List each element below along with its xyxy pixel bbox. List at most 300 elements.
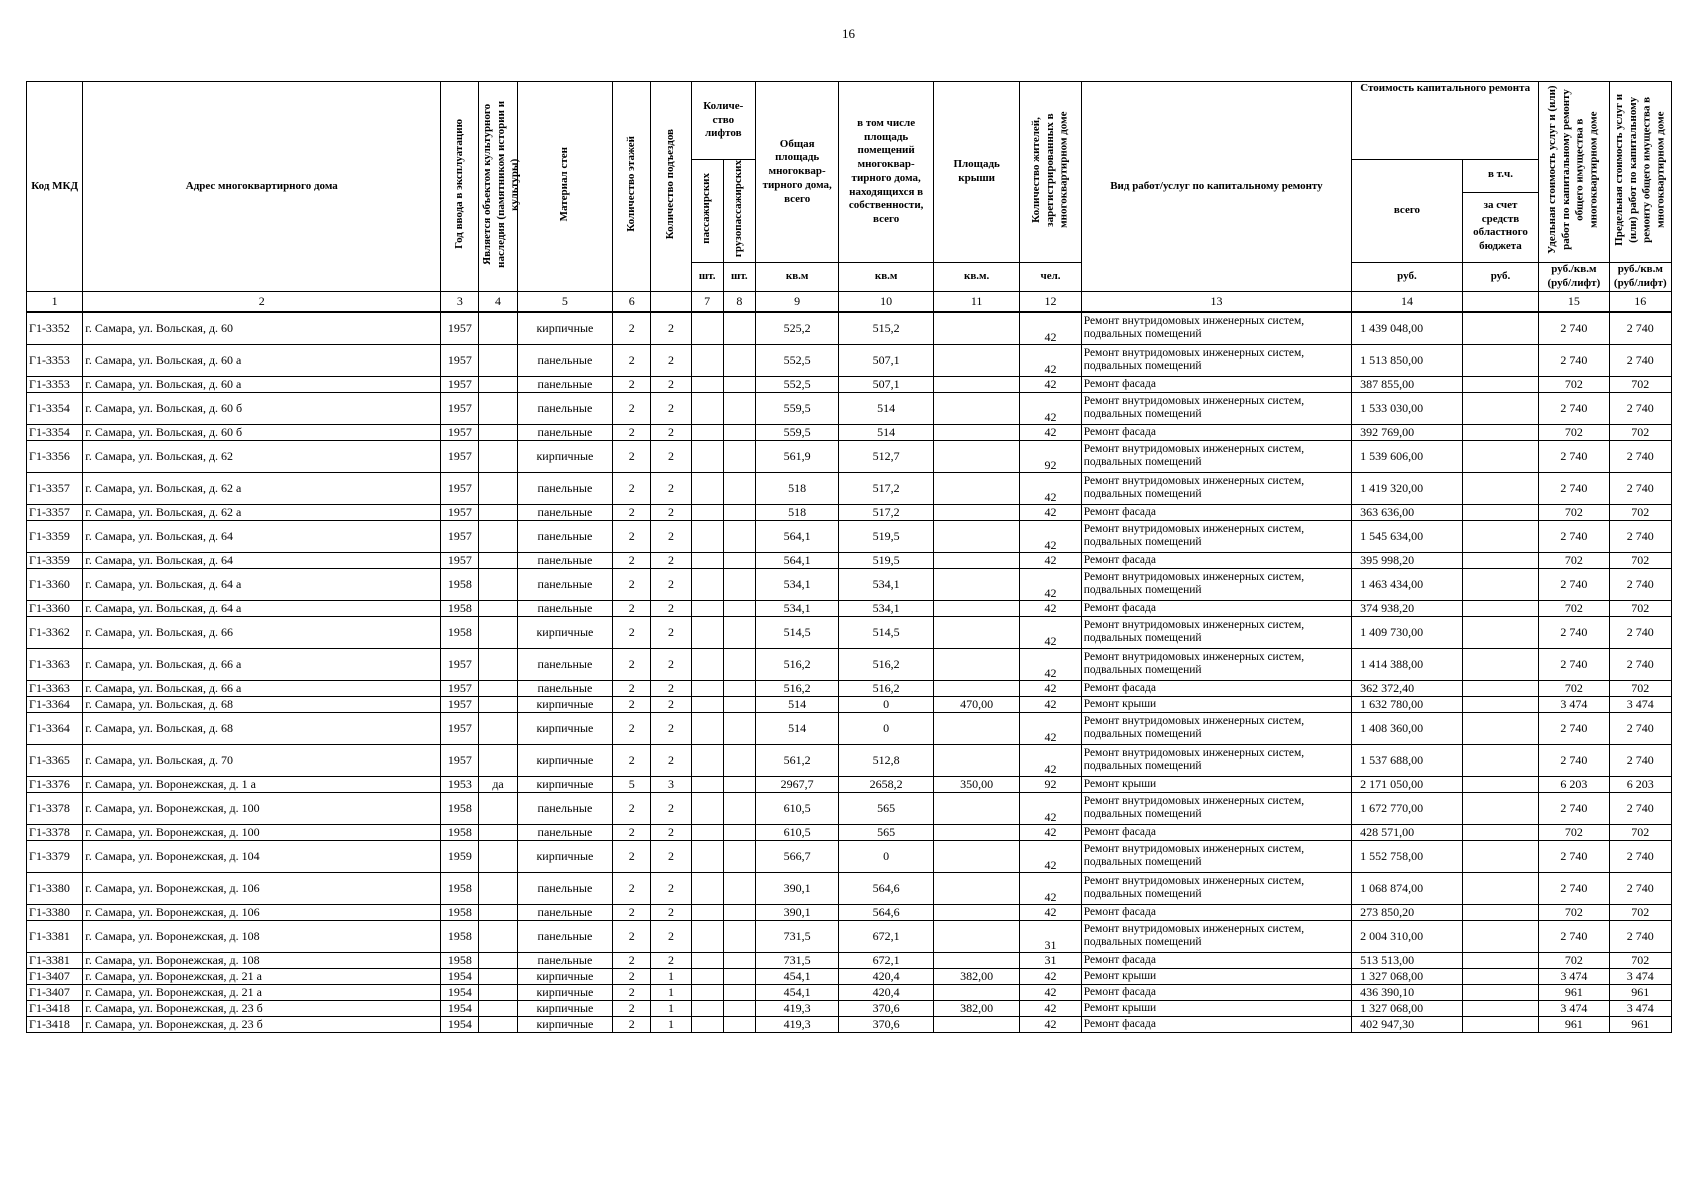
- residents-cell: 42: [1020, 568, 1081, 600]
- floors-cell: 5: [613, 776, 651, 792]
- code-cell: Г1-3418: [27, 1000, 83, 1016]
- cost-budget-cell: [1462, 712, 1538, 744]
- header-limit-cost-text: Предельная стоимость услуг и (или) работ по капитальному ремонту общего имущества в многоквартирном доме: [1612, 93, 1667, 246]
- code-cell: Г1-3359: [27, 552, 83, 568]
- column-number-row: [27, 291, 1672, 312]
- year-cell: 1958: [441, 824, 479, 840]
- entrances-cell: 2: [651, 792, 691, 824]
- year-cell: 1958: [441, 616, 479, 648]
- unit-cost-cell: 2 740: [1539, 344, 1609, 376]
- address-cell: г. Самара, ул. Воронежская, д. 23 б: [83, 1000, 441, 1016]
- limit-cost-cell: 3 474: [1609, 968, 1671, 984]
- table-row: [27, 568, 1672, 600]
- cost-budget-cell: [1462, 648, 1538, 680]
- unit-cost-cell: 2 740: [1539, 440, 1609, 472]
- cost-total-cell: 1 552 758,00: [1352, 840, 1463, 872]
- unit-cost-cell: 2 740: [1539, 792, 1609, 824]
- material-cell: панельные: [517, 472, 613, 504]
- year-cell: 1954: [441, 984, 479, 1000]
- header-work-type: Вид работ/услуг по капитальному ремонту: [1081, 82, 1351, 292]
- unit-cost-cell: 2 740: [1539, 568, 1609, 600]
- unit-cost-cell: 702: [1539, 952, 1609, 968]
- address-cell: г. Самара, ул. Вольская, д. 64 а: [83, 600, 441, 616]
- limit-cost-cell: 2 740: [1609, 344, 1671, 376]
- floors-cell: 2: [613, 680, 651, 696]
- roof-area-cell: 350,00: [933, 776, 1019, 792]
- residents-cell: 42: [1020, 904, 1081, 920]
- unit-cost-cell: 2 740: [1539, 920, 1609, 952]
- heritage-cell: да: [479, 776, 517, 792]
- year-cell: 1958: [441, 904, 479, 920]
- unit-cost-cell: 702: [1539, 824, 1609, 840]
- residents-cell: 42: [1020, 344, 1081, 376]
- heritage-cell: [479, 952, 517, 968]
- table-row: [27, 680, 1672, 696]
- residents-cell: 42: [1020, 552, 1081, 568]
- residents-cell: 42: [1020, 872, 1081, 904]
- header-unit-cost-text: Удельная стоимость услуг и (или) работ по капитальному ремонту общего имущества в многоквартирном доме: [1546, 85, 1600, 254]
- total-area-cell: 390,1: [755, 904, 838, 920]
- unit-cost-cell: 2 740: [1539, 744, 1609, 776]
- owned-area-cell: 519,5: [839, 520, 934, 552]
- material-cell: панельные: [517, 680, 613, 696]
- heritage-cell: [479, 600, 517, 616]
- header-heritage-text: Является объектом культурного наследия (памятником истории и культуры): [481, 100, 521, 268]
- cost-budget-cell: [1462, 344, 1538, 376]
- code-cell: Г1-3360: [27, 600, 83, 616]
- lifts-cargo-cell: [723, 968, 755, 984]
- limit-cost-cell: 2 740: [1609, 744, 1671, 776]
- cost-total-cell: 1 513 850,00: [1352, 344, 1463, 376]
- lifts-passenger-cell: [691, 344, 723, 376]
- cost-total-cell: 1 409 730,00: [1352, 616, 1463, 648]
- lifts-cargo-cell: [723, 744, 755, 776]
- material-cell: кирпичные: [517, 712, 613, 744]
- year-cell: 1959: [441, 840, 479, 872]
- residents-cell: 42: [1020, 424, 1081, 440]
- header-lifts: Количе-ство лифтов: [691, 82, 755, 160]
- lifts-cargo-cell: [723, 344, 755, 376]
- lifts-passenger-cell: [691, 744, 723, 776]
- owned-area-cell: 534,1: [839, 568, 934, 600]
- limit-cost-cell: 2 740: [1609, 312, 1671, 345]
- owned-area-cell: 564,6: [839, 872, 934, 904]
- header-cost-budget-text: за счет средств областного бюджета: [1473, 198, 1528, 253]
- lifts-cargo-cell: [723, 840, 755, 872]
- year-cell: 1957: [441, 504, 479, 520]
- owned-area-cell: 370,6: [839, 1016, 934, 1032]
- lifts-passenger-cell: [691, 680, 723, 696]
- total-area-cell: 731,5: [755, 952, 838, 968]
- heritage-cell: [479, 472, 517, 504]
- code-cell: Г1-3352: [27, 312, 83, 345]
- entrances-cell: 2: [651, 712, 691, 744]
- column-number: 5: [517, 291, 613, 312]
- lifts-passenger-cell: [691, 552, 723, 568]
- column-number: 3: [441, 291, 479, 312]
- roof-area-cell: [933, 392, 1019, 424]
- entrances-cell: 2: [651, 312, 691, 345]
- cost-total-cell: 1 419 320,00: [1352, 472, 1463, 504]
- floors-cell: 2: [613, 312, 651, 345]
- owned-area-cell: 512,7: [839, 440, 934, 472]
- code-cell: Г1-3407: [27, 984, 83, 1000]
- lifts-cargo-cell: [723, 616, 755, 648]
- table-row: [27, 440, 1672, 472]
- entrances-cell: 2: [651, 696, 691, 712]
- material-cell: панельные: [517, 504, 613, 520]
- unit-cost-cell: 702: [1539, 600, 1609, 616]
- residents-cell: 42: [1020, 744, 1081, 776]
- entrances-cell: 2: [651, 504, 691, 520]
- cost-total-cell: 513 513,00: [1352, 952, 1463, 968]
- material-cell: кирпичные: [517, 776, 613, 792]
- roof-area-cell: [933, 504, 1019, 520]
- cost-budget-cell: [1462, 392, 1538, 424]
- limit-cost-cell: 2 740: [1609, 568, 1671, 600]
- column-number: 16: [1609, 291, 1671, 312]
- year-cell: 1958: [441, 600, 479, 616]
- material-cell: панельные: [517, 520, 613, 552]
- year-cell: 1954: [441, 1000, 479, 1016]
- total-area-cell: 514: [755, 696, 838, 712]
- roof-area-cell: [933, 344, 1019, 376]
- owned-area-cell: 0: [839, 696, 934, 712]
- residents-cell: 42: [1020, 840, 1081, 872]
- owned-area-cell: 517,2: [839, 472, 934, 504]
- lifts-passenger-cell: [691, 520, 723, 552]
- lifts-cargo-cell: [723, 648, 755, 680]
- total-area-cell: 561,2: [755, 744, 838, 776]
- year-cell: 1958: [441, 952, 479, 968]
- header-heritage: [479, 82, 521, 292]
- limit-cost-cell: 702: [1609, 680, 1671, 696]
- address-cell: г. Самара, ул. Вольская, д. 66 а: [83, 680, 441, 696]
- roof-area-cell: [933, 920, 1019, 952]
- year-cell: 1957: [441, 392, 479, 424]
- code-cell: Г1-3354: [27, 392, 83, 424]
- unit-residents: чел.: [1020, 262, 1081, 291]
- table-row: [27, 792, 1672, 824]
- owned-area-cell: 420,4: [839, 984, 934, 1000]
- limit-cost-cell: 2 740: [1609, 872, 1671, 904]
- header-year: [441, 82, 479, 292]
- lifts-cargo-cell: [723, 424, 755, 440]
- material-cell: панельные: [517, 376, 613, 392]
- code-cell: Г1-3376: [27, 776, 83, 792]
- unit-cost-cell: 2 740: [1539, 840, 1609, 872]
- work-type-cell: Ремонт внутридомовых инженерных систем, подвальных помещений: [1081, 616, 1351, 648]
- table-row: [27, 968, 1672, 984]
- unit-cost-cell: 2 740: [1539, 712, 1609, 744]
- column-number: 4: [479, 291, 517, 312]
- unit-owned-area: кв.м: [839, 262, 934, 291]
- heritage-cell: [479, 744, 517, 776]
- header-roof-area: Площадь крыши: [933, 82, 1019, 263]
- work-type-cell: Ремонт внутридомовых инженерных систем, подвальных помещений: [1081, 440, 1351, 472]
- code-cell: Г1-3364: [27, 696, 83, 712]
- material-cell: панельные: [517, 952, 613, 968]
- residents-cell: 42: [1020, 712, 1081, 744]
- lifts-passenger-cell: [691, 648, 723, 680]
- work-type-cell: Ремонт внутридомовых инженерных систем, подвальных помещений: [1081, 312, 1351, 345]
- lifts-cargo-cell: [723, 952, 755, 968]
- floors-cell: 2: [613, 504, 651, 520]
- unit-cost-cell: 702: [1539, 504, 1609, 520]
- limit-cost-cell: 702: [1609, 552, 1671, 568]
- cost-budget-cell: [1462, 520, 1538, 552]
- floors-cell: 2: [613, 552, 651, 568]
- roof-area-cell: [933, 872, 1019, 904]
- material-cell: панельные: [517, 392, 613, 424]
- roof-area-cell: [933, 312, 1019, 345]
- cost-budget-cell: [1462, 312, 1538, 345]
- floors-cell: 2: [613, 920, 651, 952]
- roof-area-cell: [933, 712, 1019, 744]
- cost-total-cell: 273 850,20: [1352, 904, 1463, 920]
- address-cell: г. Самара, ул. Воронежская, д. 100: [83, 792, 441, 824]
- work-type-cell: Ремонт внутридомовых инженерных систем, подвальных помещений: [1081, 344, 1351, 376]
- header-floors-text: Количество этажей: [624, 136, 637, 232]
- heritage-cell: [479, 424, 517, 440]
- residents-cell: 31: [1020, 952, 1081, 968]
- address-cell: г. Самара, ул. Воронежская, д. 104: [83, 840, 441, 872]
- code-cell: Г1-3380: [27, 872, 83, 904]
- roof-area-cell: [933, 440, 1019, 472]
- limit-cost-cell: 2 740: [1609, 520, 1671, 552]
- owned-area-cell: 516,2: [839, 680, 934, 696]
- header-lifts-passenger-text: пассажирских: [700, 173, 713, 244]
- limit-cost-cell: 3 474: [1609, 696, 1671, 712]
- owned-area-cell: 512,8: [839, 744, 934, 776]
- heritage-cell: [479, 904, 517, 920]
- year-cell: 1957: [441, 696, 479, 712]
- address-cell: г. Самара, ул. Вольская, д. 66: [83, 616, 441, 648]
- cost-budget-cell: [1462, 616, 1538, 648]
- floors-cell: 2: [613, 616, 651, 648]
- cost-total-cell: 1 537 688,00: [1352, 744, 1463, 776]
- lifts-cargo-cell: [723, 392, 755, 424]
- work-type-cell: Ремонт внутридомовых инженерных систем, подвальных помещений: [1081, 568, 1351, 600]
- unit-cost-cell: 2 740: [1539, 520, 1609, 552]
- residents-cell: 42: [1020, 824, 1081, 840]
- limit-cost-cell: 702: [1609, 504, 1671, 520]
- total-area-cell: 552,5: [755, 376, 838, 392]
- entrances-cell: 2: [651, 376, 691, 392]
- cost-budget-cell: [1462, 696, 1538, 712]
- entrances-cell: 2: [651, 600, 691, 616]
- year-cell: 1957: [441, 376, 479, 392]
- code-cell: Г1-3359: [27, 520, 83, 552]
- code-cell: Г1-3407: [27, 968, 83, 984]
- lifts-cargo-cell: [723, 680, 755, 696]
- year-cell: 1957: [441, 648, 479, 680]
- code-cell: Г1-3379: [27, 840, 83, 872]
- heritage-cell: [479, 696, 517, 712]
- work-type-cell: Ремонт внутридомовых инженерных систем, подвальных помещений: [1081, 392, 1351, 424]
- floors-cell: 2: [613, 600, 651, 616]
- unit-cost-cell: 2 740: [1539, 392, 1609, 424]
- cost-budget-cell: [1462, 600, 1538, 616]
- work-type-cell: Ремонт крыши: [1081, 696, 1351, 712]
- code-cell: Г1-3365: [27, 744, 83, 776]
- roof-area-cell: [933, 520, 1019, 552]
- total-area-cell: 419,3: [755, 1016, 838, 1032]
- entrances-cell: 1: [651, 984, 691, 1000]
- address-cell: г. Самара, ул. Вольская, д. 68: [83, 696, 441, 712]
- lifts-passenger-cell: [691, 840, 723, 872]
- column-number: 12: [1020, 291, 1081, 312]
- total-area-cell: 552,5: [755, 344, 838, 376]
- cost-budget-cell: [1462, 824, 1538, 840]
- header-cost-total: всего: [1352, 160, 1463, 263]
- header-unit-cost: [1539, 82, 1609, 263]
- lifts-cargo-cell: [723, 440, 755, 472]
- unit-cost-cell: 702: [1539, 424, 1609, 440]
- material-cell: панельные: [517, 424, 613, 440]
- entrances-cell: 2: [651, 680, 691, 696]
- material-cell: панельные: [517, 552, 613, 568]
- address-cell: г. Самара, ул. Вольская, д. 62 а: [83, 504, 441, 520]
- material-cell: кирпичные: [517, 696, 613, 712]
- entrances-cell: 2: [651, 744, 691, 776]
- floors-cell: 2: [613, 424, 651, 440]
- address-cell: г. Самара, ул. Воронежская, д. 106: [83, 872, 441, 904]
- lifts-passenger-cell: [691, 504, 723, 520]
- code-cell: Г1-3356: [27, 440, 83, 472]
- heritage-cell: [479, 568, 517, 600]
- header-cost-budget: [1462, 160, 1538, 263]
- lifts-cargo-cell: [723, 904, 755, 920]
- heritage-cell: [479, 520, 517, 552]
- roof-area-cell: [933, 904, 1019, 920]
- lifts-passenger-cell: [691, 696, 723, 712]
- unit-cost-cell: 961: [1539, 1016, 1609, 1032]
- material-cell: панельные: [517, 568, 613, 600]
- table-row: [27, 600, 1672, 616]
- residents-cell: 42: [1020, 984, 1081, 1000]
- roof-area-cell: [933, 744, 1019, 776]
- total-area-cell: 516,2: [755, 648, 838, 680]
- material-cell: панельные: [517, 648, 613, 680]
- lifts-cargo-cell: [723, 872, 755, 904]
- lifts-passenger-cell: [691, 312, 723, 345]
- work-type-cell: Ремонт фасада: [1081, 904, 1351, 920]
- lifts-cargo-cell: [723, 520, 755, 552]
- limit-cost-cell: 961: [1609, 984, 1671, 1000]
- limit-cost-cell: 2 740: [1609, 840, 1671, 872]
- roof-area-cell: [933, 984, 1019, 1000]
- owned-area-cell: 514: [839, 392, 934, 424]
- year-cell: 1953: [441, 776, 479, 792]
- code-cell: Г1-3357: [27, 472, 83, 504]
- residents-cell: 31: [1020, 920, 1081, 952]
- residents-cell: 42: [1020, 616, 1081, 648]
- cost-total-cell: 1 327 068,00: [1352, 968, 1463, 984]
- cost-budget-cell: [1462, 872, 1538, 904]
- floors-cell: 2: [613, 376, 651, 392]
- work-type-cell: Ремонт фасада: [1081, 376, 1351, 392]
- lifts-passenger-cell: [691, 824, 723, 840]
- total-area-cell: 2967,7: [755, 776, 838, 792]
- column-number: 7: [691, 291, 723, 312]
- address-cell: г. Самара, ул. Вольская, д. 70: [83, 744, 441, 776]
- material-cell: кирпичные: [517, 840, 613, 872]
- entrances-cell: 2: [651, 440, 691, 472]
- owned-area-cell: 515,2: [839, 312, 934, 345]
- address-cell: г. Самара, ул. Воронежская, д. 21 а: [83, 984, 441, 1000]
- work-type-cell: Ремонт внутридомовых инженерных систем, подвальных помещений: [1081, 872, 1351, 904]
- table-row: [27, 1000, 1672, 1016]
- header-residents: [1020, 82, 1081, 263]
- total-area-cell: 514: [755, 712, 838, 744]
- heritage-cell: [479, 440, 517, 472]
- cost-total-cell: 1 545 634,00: [1352, 520, 1463, 552]
- work-type-cell: Ремонт внутридомовых инженерных систем, подвальных помещений: [1081, 520, 1351, 552]
- lifts-passenger-cell: [691, 376, 723, 392]
- total-area-cell: 561,9: [755, 440, 838, 472]
- limit-cost-cell: 2 740: [1609, 472, 1671, 504]
- lifts-passenger-cell: [691, 472, 723, 504]
- entrances-cell: 2: [651, 920, 691, 952]
- cost-budget-cell: [1462, 1000, 1538, 1016]
- residents-cell: 42: [1020, 1000, 1081, 1016]
- work-type-cell: Ремонт фасада: [1081, 680, 1351, 696]
- work-type-cell: Ремонт внутридомовых инженерных систем, подвальных помещений: [1081, 920, 1351, 952]
- owned-area-cell: 507,1: [839, 376, 934, 392]
- floors-cell: 2: [613, 472, 651, 504]
- cost-total-cell: 1 414 388,00: [1352, 648, 1463, 680]
- code-cell: Г1-3357: [27, 504, 83, 520]
- roof-area-cell: [933, 472, 1019, 504]
- table-row: [27, 616, 1672, 648]
- owned-area-cell: 2658,2: [839, 776, 934, 792]
- unit-cost-cell: 3 474: [1539, 1000, 1609, 1016]
- cost-total-cell: 1 533 030,00: [1352, 392, 1463, 424]
- table-row: [27, 904, 1672, 920]
- floors-cell: 2: [613, 984, 651, 1000]
- residents-cell: 92: [1020, 440, 1081, 472]
- roof-area-cell: [933, 792, 1019, 824]
- work-type-cell: Ремонт внутридомовых инженерных систем, подвальных помещений: [1081, 840, 1351, 872]
- work-type-cell: Ремонт фасада: [1081, 600, 1351, 616]
- limit-cost-cell: 2 740: [1609, 440, 1671, 472]
- cost-budget-cell: [1462, 840, 1538, 872]
- column-number: 13: [1081, 291, 1351, 312]
- limit-cost-cell: 702: [1609, 904, 1671, 920]
- heritage-cell: [479, 840, 517, 872]
- code-cell: Г1-3418: [27, 1016, 83, 1032]
- heritage-cell: [479, 616, 517, 648]
- cost-total-cell: 374 938,20: [1352, 600, 1463, 616]
- unit-cost-cell: 961: [1539, 984, 1609, 1000]
- year-cell: 1957: [441, 744, 479, 776]
- limit-cost-cell: 702: [1609, 424, 1671, 440]
- total-area-cell: 514,5: [755, 616, 838, 648]
- column-number: 9: [755, 291, 838, 312]
- cost-budget-cell: [1462, 904, 1538, 920]
- floors-cell: 2: [613, 696, 651, 712]
- work-type-cell: Ремонт фасада: [1081, 1016, 1351, 1032]
- floors-cell: 2: [613, 1000, 651, 1016]
- year-cell: 1957: [441, 472, 479, 504]
- total-area-cell: 564,1: [755, 552, 838, 568]
- table-row: [27, 552, 1672, 568]
- owned-area-cell: 370,6: [839, 1000, 934, 1016]
- year-cell: 1957: [441, 552, 479, 568]
- cost-budget-cell: [1462, 424, 1538, 440]
- cost-budget-cell: [1462, 680, 1538, 696]
